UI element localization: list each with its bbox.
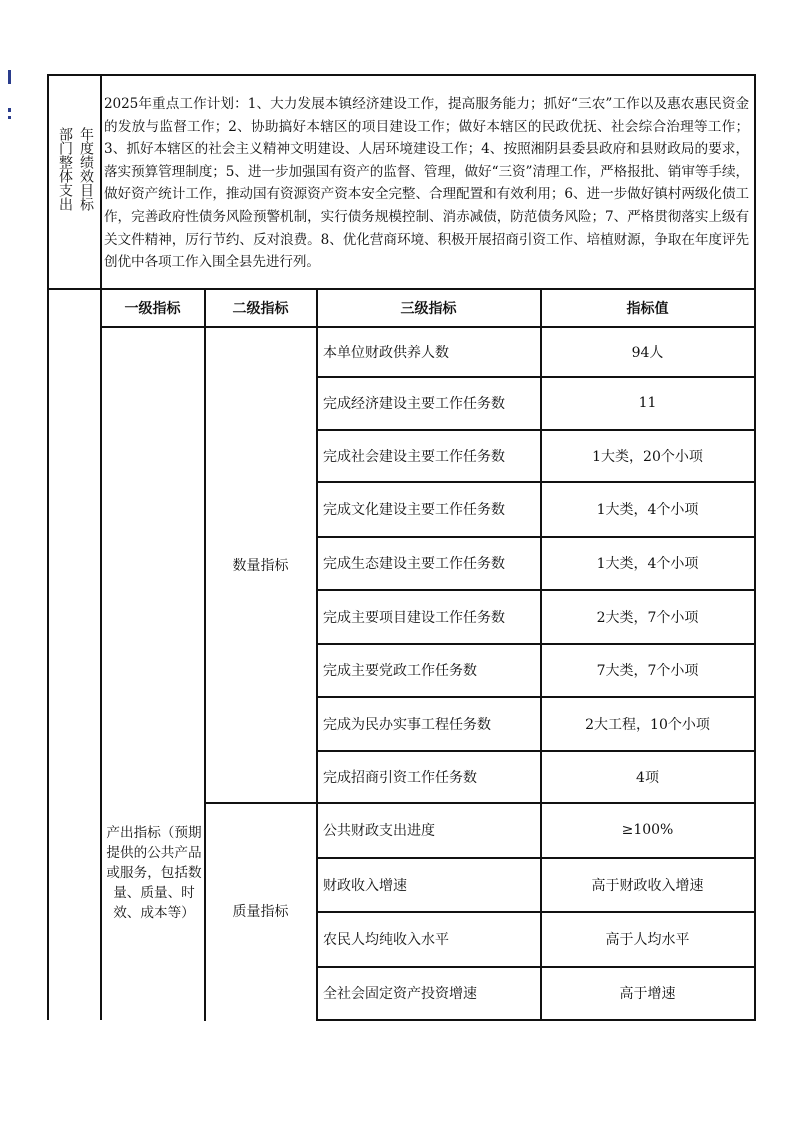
scan-mark xyxy=(8,116,11,119)
indicator-cell: 完成文化建设主要工作任务数 xyxy=(323,502,505,518)
value-cell: 2大类，7个小项 xyxy=(596,609,699,626)
indicator-cell: 本单位财政供养人数 xyxy=(323,344,449,361)
right-border-top xyxy=(754,74,756,289)
indicator-cell: 完成经济建设主要工作任务数 xyxy=(323,396,505,412)
top-border xyxy=(47,74,756,76)
value-cell: 高于增速 xyxy=(619,986,676,1002)
value-cell: 7大类，7个小项 xyxy=(596,663,699,679)
value-cell: ≥100% xyxy=(621,822,674,838)
scan-mark xyxy=(8,108,11,112)
label-department-expenditure: 部门整体支出 xyxy=(57,127,73,211)
value-cell: 高于财政收入增速 xyxy=(591,877,704,894)
indicator-cell: 全社会固定资产投资增速 xyxy=(323,986,477,1002)
indicator-cell: 公共财政支出进度 xyxy=(323,823,435,839)
indicator-cell: 完成为民办实事工程任务数 xyxy=(323,716,491,733)
label-divider xyxy=(100,74,102,1020)
level1-output-indicator: 产出指标（预期提供的公共产品或服务，包括数量、质量、时效、成本等） xyxy=(106,825,202,921)
value-cell: 11 xyxy=(638,395,657,411)
scan-mark xyxy=(8,70,11,84)
value-cell: 1大类，4个小项 xyxy=(596,502,699,518)
left-border xyxy=(47,74,49,1020)
header-level1: 一级指标 xyxy=(124,300,181,317)
value-cell: 94人 xyxy=(631,344,664,361)
work-plan-text: 2025年重点工作计划：1、大力发展本镇经济建设工作，提高服务能力；抓好“三农”工作以及惠农惠民资金的发放与监督工作；2、协助搞好本辖区的项目建设工作；做好本辖区的民政优抚、社会综合治理等工作；3、抓好本辖区的社会主义精神文明建设、人居环境建设工作；4、按照湘阴县委县政府和县财政局的要求，落实预算管理制度；5、进一步加强国有资产的监督、管理，做好“三资”清理工作，严格报批、销审等手续，做好资产统计工作，推动国有资源资产资本安全完整、合理配置和有效利用；6、进一步做好镇村两级化债工作，完善政府性债务风险预警机制，实行债务规模控制、消赤减债，防范债务风险；7、严格贯彻落实上级有关文件精神，厉行节约、反对浪费。8、优化营商环境、积极开展招商引资工作、培植财源，争取在年度评先创优中各项工作入围全县先进行列。 xyxy=(104,96,749,271)
header-level2: 二级指标 xyxy=(232,300,289,317)
indicator-cell: 完成生态建设主要工作任务数 xyxy=(323,556,505,572)
label-annual-performance-goal: 年度绩效目标 xyxy=(78,127,94,211)
value-cell: 高于人均水平 xyxy=(605,932,690,948)
level2-quantity: 数量指标 xyxy=(232,557,289,574)
level2-quality: 质量指标 xyxy=(232,904,289,920)
indicator-cell: 完成社会建设主要工作任务数 xyxy=(323,448,505,465)
value-cell: 4项 xyxy=(636,769,659,786)
indicator-cell: 完成招商引资工作任务数 xyxy=(323,769,477,786)
table-bottom xyxy=(316,1019,756,1021)
value-cell: 1大类，4个小项 xyxy=(596,556,699,572)
value-cell: 2大工程，10个小项 xyxy=(585,716,710,733)
header-level3: 三级指标 xyxy=(400,300,457,317)
indicator-cell: 农民人均纯收入水平 xyxy=(323,932,449,948)
indicator-cell: 财政收入增速 xyxy=(323,877,407,894)
value-cell: 1大类，20个小项 xyxy=(592,448,703,465)
header-value: 指标值 xyxy=(626,300,669,317)
indicator-cell: 完成主要党政工作任务数 xyxy=(323,663,477,679)
indicator-cell: 完成主要项目建设工作任务数 xyxy=(323,609,505,626)
